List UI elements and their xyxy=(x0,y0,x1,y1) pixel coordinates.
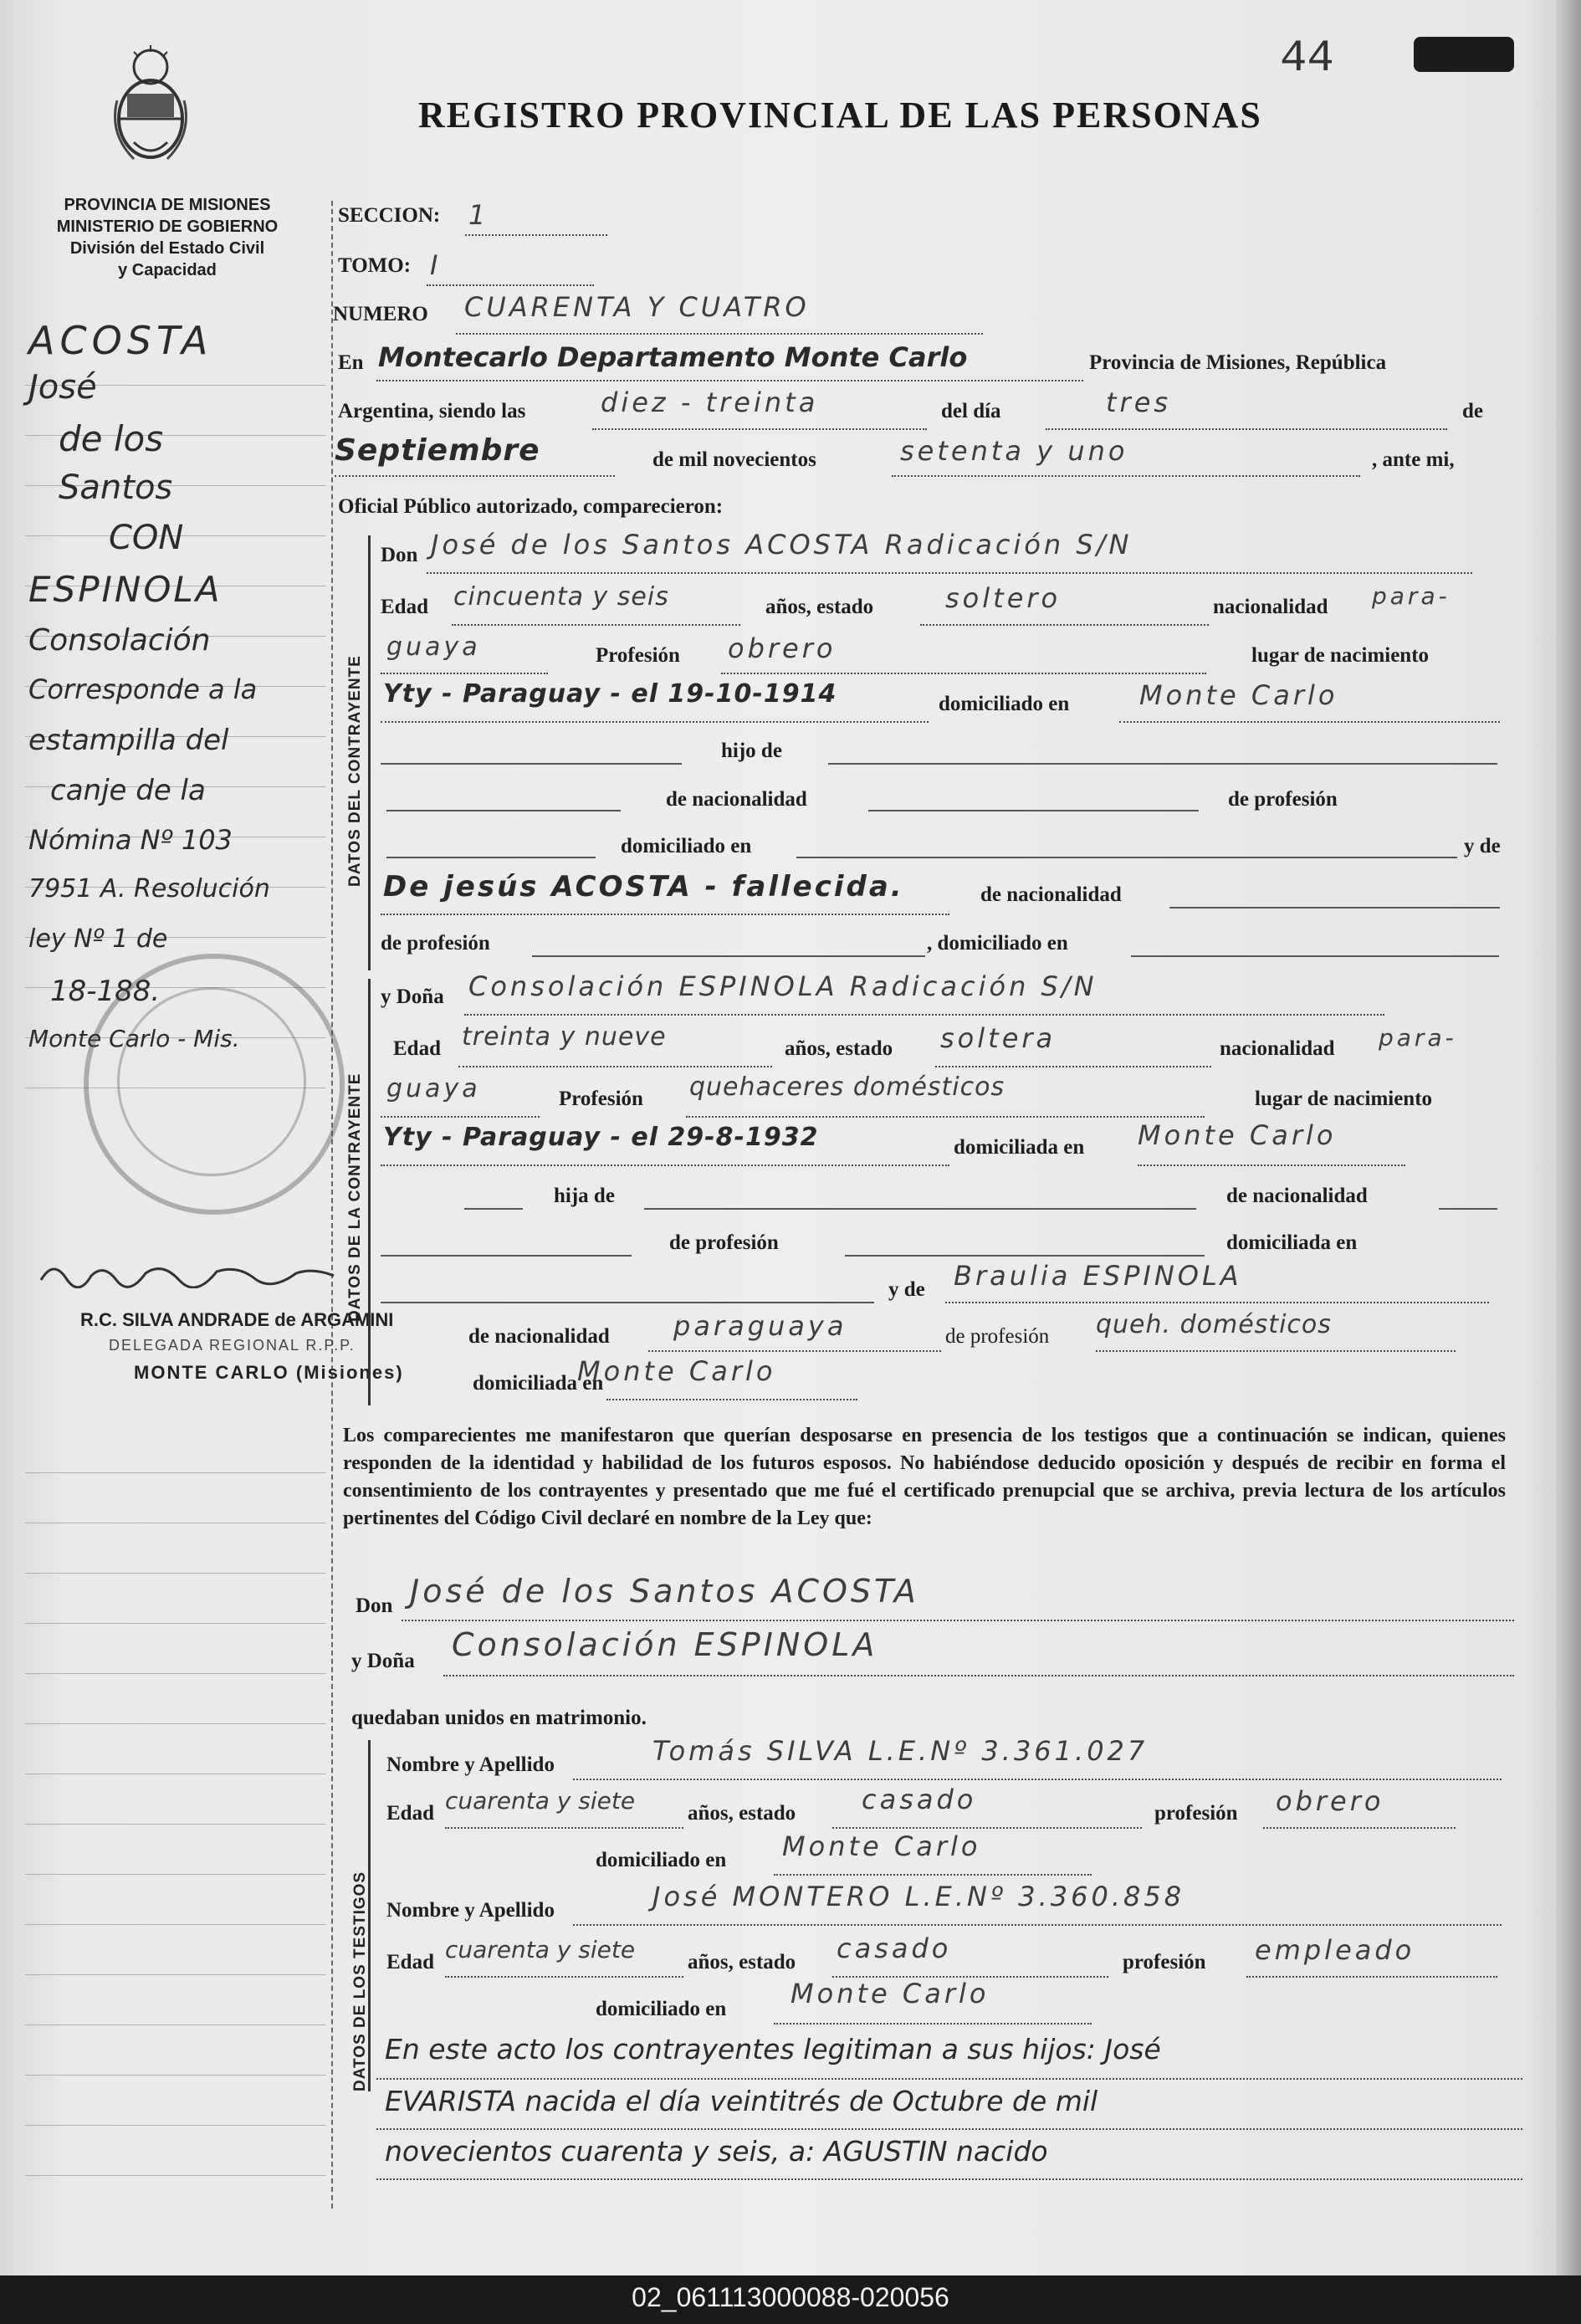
margin-line: de los xyxy=(59,418,164,459)
seccion-label: SECCION: xyxy=(338,204,441,227)
quedaban-text: quedaban unidos en matrimonio. xyxy=(351,1707,647,1729)
dia-value: tres xyxy=(1106,386,1172,418)
domiciliado-en: domiciliado en xyxy=(621,835,752,857)
profesion-label-t1: profesión xyxy=(1154,1802,1238,1825)
hijo-label: hijo de xyxy=(721,740,782,762)
provincia-text: Provincia de Misiones, República xyxy=(1089,351,1387,374)
union-don-value: José de los Santos ACOSTA xyxy=(410,1573,919,1610)
contrayenta-side-label: DATOS DE LA CONTRAYENTE xyxy=(346,1072,364,1322)
de-label: de xyxy=(1462,400,1483,422)
profesion-label: Profesión xyxy=(596,644,680,667)
nombre-label-1: Nombre y Apellido xyxy=(386,1753,555,1776)
edad-label: Edad xyxy=(381,596,428,618)
issuing-office xyxy=(25,194,310,281)
legitimation-note-line3: novecientos cuarenta y seis, a: AGUSTIN nacido xyxy=(385,2135,1048,2168)
margin-line: CON xyxy=(109,519,184,557)
margin-line: Santos xyxy=(59,468,173,507)
legitimation-note-line2: EVARISTA nacida el día veintitrés de Octubre de mil xyxy=(385,2085,1098,2117)
margin-line: estampilla del xyxy=(28,724,229,757)
circular-seal-inner xyxy=(117,987,306,1176)
profesion-label-2: Profesión xyxy=(559,1088,643,1110)
contrayente-lugar: Yty - Paraguay - el 19-10-1914 xyxy=(383,679,837,709)
office-division: División del Estado Civil xyxy=(69,239,265,258)
testigo2-edad: cuarenta y siete xyxy=(445,1936,636,1963)
edad-label-2: Edad xyxy=(393,1037,441,1060)
contrayenta-nombre: Consolación ESPINOLA Radicación S/N xyxy=(468,970,1097,1002)
numero-value: CUARENTA Y CUATRO xyxy=(464,291,810,323)
contrayente-side-label: DATOS DEL CONTRAYENTE xyxy=(346,655,364,887)
tomo-value: I xyxy=(430,249,442,281)
dona-label: y Doña xyxy=(381,985,444,1008)
madre-profesion-label: de profesión xyxy=(381,932,490,955)
page-number: 44 xyxy=(1280,33,1334,84)
nacionalidad-label: nacionalidad xyxy=(1213,596,1328,618)
contrayenta-nacionalidad-b: guaya xyxy=(386,1074,481,1103)
edad-label-t1: Edad xyxy=(386,1802,434,1825)
contrayente-edad: cincuenta y seis xyxy=(453,582,669,612)
lugar-label-2: lugar de nacimiento xyxy=(1255,1088,1433,1110)
y-de: y de xyxy=(1464,835,1501,857)
contrayenta-madre-nacionalidad: paraguaya xyxy=(673,1310,847,1342)
madre-profesion-label-2: de profesión xyxy=(945,1325,1050,1348)
struck-out-number xyxy=(1414,37,1514,72)
legitimation-note-line1: En este acto los contrayentes legitiman a sus hijos: José xyxy=(385,2033,1161,2065)
union-dona-value: Consolación ESPINOLA xyxy=(452,1626,878,1663)
contrayente-nacionalidad-b: guaya xyxy=(386,632,481,662)
office-capacity: y Capacidad xyxy=(118,261,217,279)
argentina-text: Argentina, siendo las xyxy=(338,400,526,422)
hija-label: hija de xyxy=(554,1185,615,1207)
numero-label: NUMERO xyxy=(333,303,428,325)
hora-value: diez - treinta xyxy=(601,386,819,418)
stamp-name: R.C. SILVA ANDRADE de ARGAMINI xyxy=(80,1309,394,1330)
madre-domicilio-label: , domiciliado en xyxy=(927,932,1068,955)
declaration-text: Los comparecientes me manifestaron que querían desposarse en presencia de los testigos que a continuación se indican, quienes responden de la identidad y habilidad de los futuros esposos. No habiéndose deducido oposición y después de recibir en forma el consentimiento de los contrayentes y presentado que me fué el certificado prenupcial que se archiva, previa lectura de los artículos pertinentes del Código Civil declaré en nombre de la Ley que: xyxy=(343,1425,1506,1529)
ante-mi: , ante mi, xyxy=(1372,448,1455,471)
edad-label-t2: Edad xyxy=(386,1951,434,1973)
coat-of-arms-icon xyxy=(109,42,192,167)
oficial-text: Oficial Público autorizado, comparecieron: xyxy=(338,495,724,518)
contrayente-estado: soltero xyxy=(945,582,1062,614)
contrayente-nombre: José de los Santos ACOSTA Radicación S/N xyxy=(431,529,1133,561)
anos-estado-t2: años, estado xyxy=(688,1951,796,1973)
contrayenta-madre-domicilio: Monte Carlo xyxy=(577,1355,776,1387)
margin-line: ley Nº 1 de xyxy=(28,924,168,954)
stamp-title: DELEGADA REGIONAL R.P.P. xyxy=(109,1337,356,1354)
domiciliada-label: domiciliada en xyxy=(954,1136,1085,1159)
margin-line: Consolación xyxy=(28,623,211,658)
contrayenta-profesion: quehaceres domésticos xyxy=(689,1072,1005,1102)
margin-line: José xyxy=(28,368,97,407)
en-value: Montecarlo Departamento Monte Carlo xyxy=(378,341,968,373)
testigo2-profesion: empleado xyxy=(1255,1934,1415,1966)
signature xyxy=(37,1255,338,1288)
testigo2-estado: casado xyxy=(837,1932,952,1964)
contrayenta-edad: treinta y nueve xyxy=(462,1022,667,1052)
contrayenta-madre-profesion: queh. domésticos xyxy=(1096,1310,1332,1339)
de-profesion-2: de profesión xyxy=(669,1231,779,1254)
tomo-label: TOMO: xyxy=(338,254,412,277)
book-spine xyxy=(1556,0,1581,2275)
contrayente-domicilio: Monte Carlo xyxy=(1139,679,1338,711)
lugar-label: lugar de nacimiento xyxy=(1251,644,1430,667)
document-id: 02_061113000088-020056 xyxy=(632,2282,949,2312)
de-nacionalidad-2: de nacionalidad xyxy=(1226,1185,1368,1207)
del-dia: del día xyxy=(941,400,1001,422)
contrayenta-lugar: Yty - Paraguay - el 29-8-1932 xyxy=(383,1123,819,1152)
anos-estado-t1: años, estado xyxy=(688,1802,796,1825)
margin-line: ACOSTA xyxy=(28,318,213,363)
madre-nacionalidad-label-2: de nacionalidad xyxy=(468,1325,610,1348)
de-nacionalidad: de nacionalidad xyxy=(666,788,807,811)
office-ministry: MINISTERIO DE GOBIERNO xyxy=(56,218,279,236)
union-don-label: Don xyxy=(356,1595,393,1617)
margin-line: 18-188. xyxy=(50,975,161,1008)
madre-nacionalidad-label: de nacionalidad xyxy=(980,883,1122,906)
mes-value: Septiembre xyxy=(335,433,540,468)
seccion-value: 1 xyxy=(468,199,489,231)
margin-line: Nómina Nº 103 xyxy=(28,824,233,856)
domiciliada-en: domiciliada en xyxy=(1226,1231,1358,1254)
nombre-label-2: Nombre y Apellido xyxy=(386,1899,555,1922)
anos-estado-2: años, estado xyxy=(785,1037,893,1060)
mil-text: de mil novecientos xyxy=(652,448,816,471)
contrayenta-nacionalidad-a: para- xyxy=(1379,1024,1457,1052)
y-de-2: y de xyxy=(888,1278,925,1301)
anio-value: setenta y uno xyxy=(900,435,1128,467)
domiciliado-label-t1: domiciliado en xyxy=(596,1849,727,1871)
stamp-place: MONTE CARLO (Misiones) xyxy=(134,1362,404,1383)
margin-line: canje de la xyxy=(50,774,206,807)
testigo1-estado: casado xyxy=(862,1784,977,1815)
domiciliado-label-t2: domiciliado en xyxy=(596,1998,727,2020)
testigo1-domicilio: Monte Carlo xyxy=(782,1830,981,1862)
testigos-side-label: DATOS DE LOS TESTIGOS xyxy=(351,1871,369,2091)
contrayente-nacionalidad-a: para- xyxy=(1372,582,1451,610)
profesion-label-t2: profesión xyxy=(1123,1951,1206,1973)
nacionalidad-label-2: nacionalidad xyxy=(1220,1037,1335,1060)
page-title: REGISTRO PROVINCIAL DE LAS PERSONAS xyxy=(418,95,1262,136)
contrayente-madre: De jesús ACOSTA - fallecida. xyxy=(383,870,904,903)
don-label: Don xyxy=(381,544,418,566)
en-label: En xyxy=(338,351,364,374)
domiciliado-label: domiciliado en xyxy=(939,693,1070,715)
margin-line: Corresponde a la xyxy=(28,673,258,705)
margin-line: 7951 A. Resolución xyxy=(28,874,270,903)
testigo1-nombre: Tomás SILVA L.E.Nº 3.361.027 xyxy=(652,1735,1149,1767)
de-profesion: de profesión xyxy=(1228,788,1338,811)
testigo2-nombre: José MONTERO L.E.Nº 3.360.858 xyxy=(652,1881,1185,1912)
contrayenta-domicilio: Monte Carlo xyxy=(1138,1119,1337,1151)
contrayente-profesion: obrero xyxy=(728,632,837,664)
anos-estado: años, estado xyxy=(765,596,874,618)
margin-line: ESPINOLA xyxy=(28,569,223,610)
testigo1-profesion: obrero xyxy=(1276,1785,1384,1817)
office-province: PROVINCIA DE MISIONES xyxy=(64,196,271,214)
madre-domicilio-label-2: domiciliada en xyxy=(473,1372,604,1395)
margin-line: Monte Carlo - Mis. xyxy=(28,1025,240,1052)
union-dona-label: y Doña xyxy=(351,1650,415,1672)
contrayenta-estado: soltera xyxy=(940,1022,1057,1054)
testigo2-domicilio: Monte Carlo xyxy=(790,1978,990,2009)
testigo1-edad: cuarenta y siete xyxy=(445,1787,636,1815)
contrayenta-madre: Braulia ESPINOLA xyxy=(954,1260,1242,1292)
